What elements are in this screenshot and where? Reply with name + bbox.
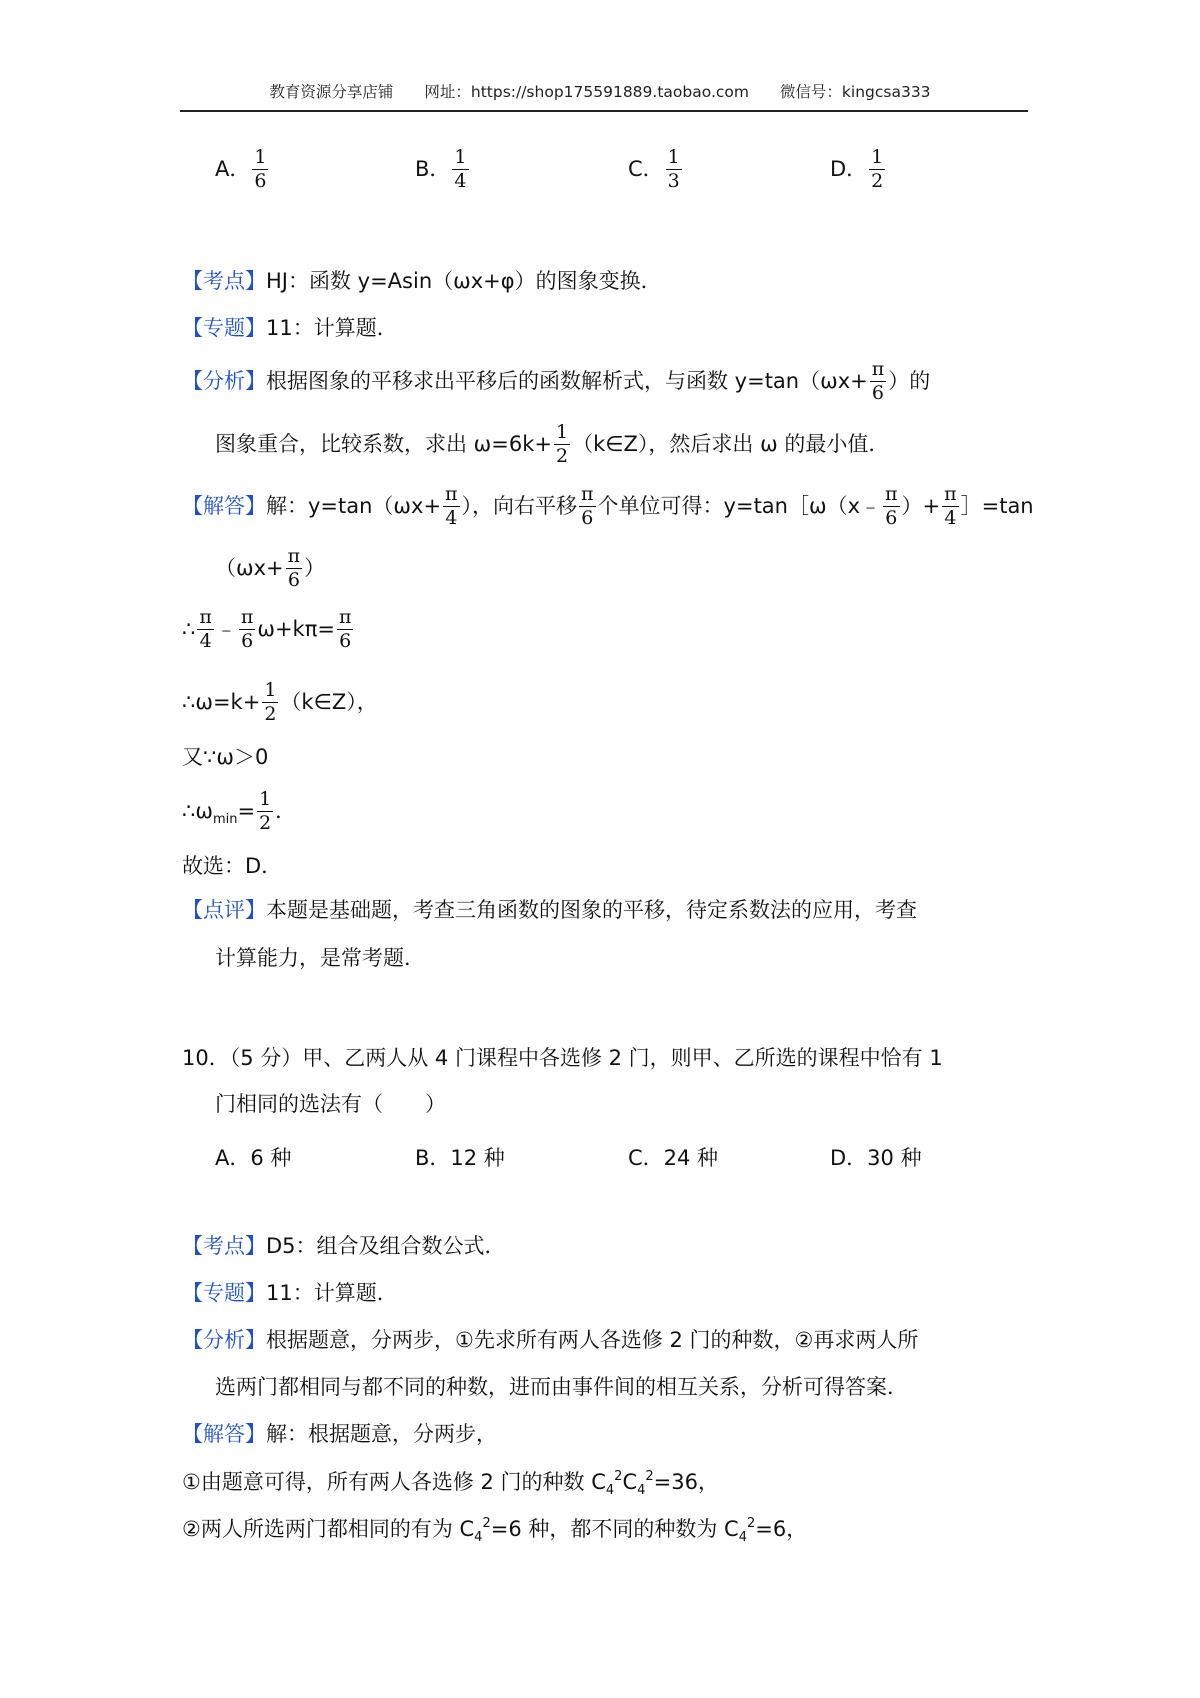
q9-step1 — [182, 608, 355, 652]
frac-den: 2 — [264, 702, 277, 725]
tag-dianping — [182, 898, 266, 922]
q10-stem-line1: 10．（5 分）甲、乙两人从 4 门课程中各选修 2 门，则甲、乙所选的课程中恰有 1 — [182, 1046, 943, 1070]
fraction-1-2 — [554, 423, 570, 467]
shop-url: 网址：https://shop175591889.taobao.com — [424, 83, 749, 101]
superscript: 2 — [482, 1516, 491, 1531]
minus: ﹣ — [215, 616, 237, 641]
fraction-pi-6 — [870, 360, 887, 404]
q9-jieda-line2 — [215, 547, 325, 591]
q9-option-a — [215, 148, 270, 192]
step-text: ∴ω — [182, 798, 213, 823]
frac-den: 6 — [581, 506, 594, 529]
frac-num: π — [240, 606, 254, 628]
q10-option-c: C．24 种 — [628, 1146, 719, 1170]
jieda-text: 个单位可得：y=tan［ω（x﹣ — [597, 493, 881, 518]
wechat-id: 微信号：kingcsa333 — [779, 83, 931, 101]
frac-num: π — [871, 358, 885, 380]
bracket-right: 】 — [245, 1422, 266, 1446]
q10-zhuanti — [182, 1283, 398, 1304]
kaodian-text: D5：组合及组合数公式． — [266, 1234, 506, 1258]
option-label: A． — [215, 156, 251, 181]
bracket-left: 【 — [182, 493, 203, 518]
fraction-1-2 — [257, 790, 273, 834]
frac-den: 2 — [555, 444, 569, 467]
bracket-left: 【 — [182, 269, 203, 293]
frac-den: 4 — [445, 506, 458, 529]
fenxi-text: 根据图象的平移求出平移后的函数解析式，与函数 y=tan（ωx+ — [266, 368, 868, 393]
step-text: ①由题意可得，所有两人各选修 2 门的种数 C — [182, 1470, 606, 1494]
frac-num: π — [445, 483, 458, 505]
q9-jieda-line1 — [182, 485, 1034, 529]
frac-num: π — [885, 483, 898, 505]
q10-kaodian — [182, 1236, 506, 1257]
frac-den: 4 — [944, 506, 957, 529]
fenxi-text: 根据题意，分两步，①先求所有两人各选修 2 门的种数，②再求两人所 — [266, 1328, 919, 1352]
frac-num: 1 — [555, 421, 569, 443]
bracket-right: 】 — [245, 1281, 266, 1305]
therefore: ∴ — [182, 616, 196, 641]
jieda-text: 解：y=tan（ωx+ — [266, 493, 442, 518]
subscript: 4 — [605, 1483, 615, 1498]
q9-option-d — [830, 148, 887, 192]
fraction-pi-6 — [286, 547, 303, 591]
frac-den: 6 — [241, 629, 254, 652]
page-header — [0, 80, 1200, 102]
jieda-text: ）+ — [901, 493, 941, 518]
combination-symbol: C — [622, 1470, 638, 1494]
tag-label: 考点 — [203, 269, 245, 293]
subscript: 4 — [738, 1530, 747, 1545]
frac-num: π — [581, 483, 594, 505]
q9-fenxi-line1 — [182, 360, 930, 404]
subscript: min — [212, 811, 238, 827]
frac-num: 1 — [667, 146, 680, 168]
tag-label: 分析 — [203, 368, 245, 393]
fraction-pi-4 — [443, 485, 460, 529]
fraction — [452, 148, 468, 192]
zhuanti-text: 11：计算题． — [266, 1281, 398, 1305]
q10-fenxi-line1 — [182, 1330, 918, 1351]
step-text: ②两人所选两门都相同的有为 C — [182, 1517, 475, 1541]
frac-den: 2 — [871, 169, 884, 192]
step-text: =6， — [755, 1517, 808, 1541]
bracket-left: 【 — [182, 316, 203, 340]
superscript: 2 — [747, 1516, 756, 1531]
superscript: 2 — [614, 1469, 623, 1484]
q10-option-d: D．30 种 — [830, 1146, 922, 1170]
tag-label: 专题 — [203, 1281, 245, 1305]
step-text: = — [237, 798, 256, 823]
frac-num: 1 — [871, 146, 884, 168]
frac-den: 6 — [871, 381, 885, 404]
fraction-pi-6 — [337, 608, 354, 652]
step-text: ∴ω=k+ — [182, 689, 261, 714]
step-text: ． — [275, 798, 297, 823]
q9-kaodian — [182, 271, 662, 292]
q10-stem-line2: 门相同的选法有（ ） — [215, 1092, 446, 1116]
frac-num: 1 — [264, 679, 277, 701]
q9-step2 — [182, 681, 378, 725]
frac-den: 4 — [454, 169, 467, 192]
fraction-1-2 — [262, 681, 278, 725]
q10-option-b: B．12 种 — [415, 1146, 505, 1170]
subscript: 4 — [474, 1530, 483, 1545]
frac-den: 6 — [885, 506, 898, 529]
tag-label: 专题 — [203, 316, 245, 340]
q9-choice: 故选：D． — [182, 854, 283, 878]
fraction-pi-4 — [942, 485, 959, 529]
kaodian-text: HJ：函数 y=Asin（ωx+φ）的图象变换． — [266, 269, 662, 293]
bracket-left: 【 — [182, 898, 203, 922]
fraction-pi-6 — [883, 485, 900, 529]
bracket-right: 】 — [245, 1328, 266, 1352]
option-label: C． — [628, 156, 664, 181]
option-label: D． — [830, 156, 868, 181]
tag-zhuanti — [182, 316, 266, 340]
q9-step4 — [182, 790, 296, 834]
q10-jieda — [182, 1424, 497, 1445]
jieda-text: ），向右平移 — [461, 493, 578, 518]
q9-dianping-line1 — [182, 900, 917, 921]
bracket-left: 【 — [182, 1328, 203, 1352]
bracket-right: 】 — [245, 316, 266, 340]
fraction-pi-6 — [579, 485, 596, 529]
bracket-right: 】 — [245, 493, 266, 518]
tag-kaodian — [182, 1234, 266, 1258]
frac-num: π — [338, 606, 352, 628]
fenxi-text: （k∈Z），然后求出 ω 的最小值． — [572, 431, 890, 456]
dianping-text: 本题是基础题，考查三角函数的图象的平移，待定系数法的应用，考查 — [266, 898, 917, 922]
tag-label: 分析 — [203, 1328, 245, 1352]
tag-zhuanti — [182, 1281, 266, 1305]
shop-name: 教育资源分享店铺 — [269, 83, 394, 101]
fenxi-text: ）的 — [888, 368, 931, 393]
frac-num: π — [287, 545, 301, 567]
q9-dianping-line2: 计算能力，是常考题． — [215, 946, 425, 970]
fraction — [666, 148, 682, 192]
q10-fenxi-line2: 选两门都相同与都不同的种数，进而由事件间的相互关系，分析可得答案． — [215, 1375, 908, 1399]
frac-den: 2 — [259, 811, 272, 834]
subscript: 4 — [637, 1483, 646, 1498]
frac-num: π — [199, 606, 212, 628]
tag-label: 点评 — [203, 898, 245, 922]
tag-label: 考点 — [203, 1234, 245, 1258]
bracket-left: 【 — [182, 1234, 203, 1258]
frac-den: 6 — [339, 629, 352, 652]
frac-num: π — [944, 483, 957, 505]
q9-fenxi-line2 — [215, 423, 889, 467]
frac-den: 6 — [287, 568, 300, 591]
frac-den: 4 — [199, 629, 212, 652]
jieda-text: （ωx+ — [215, 555, 284, 580]
tag-label: 解答 — [203, 1422, 245, 1446]
jieda-text: ］=tan — [960, 493, 1034, 518]
q10-option-a: A．6 种 — [215, 1146, 292, 1170]
bracket-right: 】 — [245, 368, 266, 393]
frac-num: 1 — [259, 788, 272, 810]
step-text: ω+kπ= — [257, 616, 335, 641]
tag-fenxi — [182, 1328, 266, 1352]
q9-option-c — [628, 148, 684, 192]
step-text: =6 种，都不同的种数为 C — [490, 1517, 739, 1541]
option-label: B． — [415, 156, 451, 181]
zhuanti-text: 11：计算题． — [266, 316, 398, 340]
frac-num: 1 — [254, 146, 267, 168]
bracket-right: 】 — [245, 1234, 266, 1258]
q9-zhuanti — [182, 318, 398, 339]
bracket-right: 】 — [245, 898, 266, 922]
jieda-text: ） — [304, 555, 326, 580]
frac-num: 1 — [454, 146, 467, 168]
bracket-left: 【 — [182, 1422, 203, 1446]
tag-jieda — [182, 494, 266, 518]
step-text: （k∈Z）， — [280, 689, 378, 714]
fenxi-text: 图象重合，比较系数，求出 ω=6k+ — [215, 431, 552, 456]
tag-kaodian — [182, 269, 266, 293]
jieda-text: 解：根据题意，分两步， — [266, 1422, 497, 1446]
step-text: =36， — [653, 1470, 719, 1494]
bracket-left: 【 — [182, 1281, 203, 1305]
tag-fenxi — [182, 369, 266, 393]
header-rule — [180, 110, 1028, 112]
tag-jieda — [182, 1422, 266, 1446]
frac-den: 6 — [254, 169, 267, 192]
fraction-pi-4 — [197, 608, 214, 652]
q9-option-b — [415, 148, 471, 192]
bracket-left: 【 — [182, 368, 203, 393]
fraction — [869, 148, 885, 192]
fraction-pi-6 — [239, 608, 256, 652]
tag-label: 解答 — [203, 493, 245, 518]
frac-den: 3 — [667, 169, 680, 192]
bracket-right: 】 — [245, 269, 266, 293]
q9-step3: 又∵ω＞0 — [182, 745, 269, 769]
superscript: 2 — [645, 1469, 654, 1484]
fraction — [252, 148, 268, 192]
q10-step1 — [182, 1470, 719, 1497]
q10-step2 — [182, 1517, 807, 1544]
